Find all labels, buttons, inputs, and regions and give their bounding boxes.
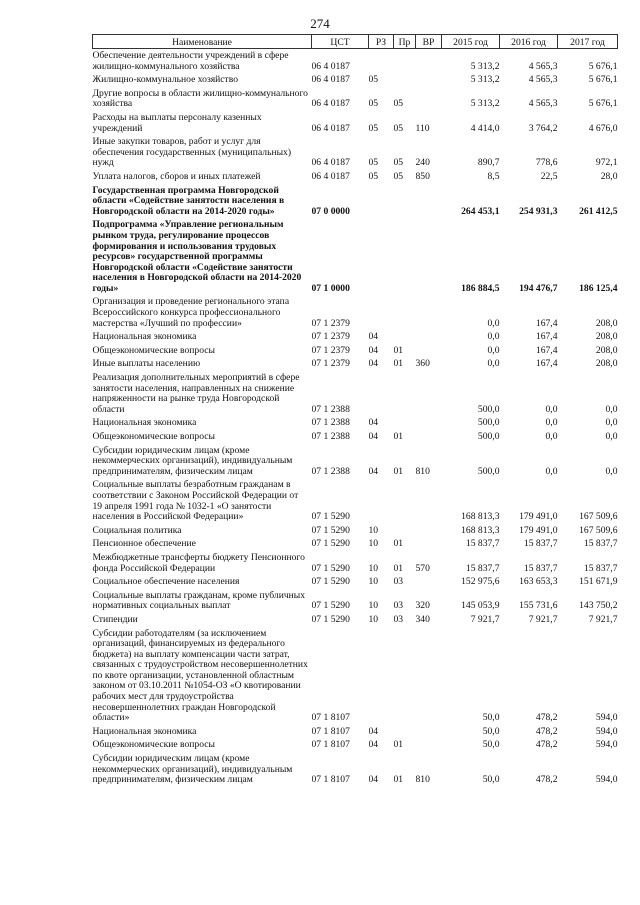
cell-name: Общеэкономические вопросы	[92, 344, 215, 356]
cell-name: Национальная экономика	[92, 417, 197, 429]
cell-2016: 194 476,7	[519, 282, 558, 294]
cell-pr	[394, 330, 416, 344]
cell-rz: 10	[368, 524, 379, 536]
table-row	[93, 575, 618, 589]
cell-cst: 07 1 2388	[311, 431, 350, 442]
cell-2015: 50,0	[482, 739, 500, 751]
table-row	[93, 416, 618, 430]
table-header	[93, 35, 618, 49]
cell-rz: 04	[368, 431, 379, 442]
cell-vr	[416, 627, 442, 725]
header-vr: ВР	[416, 35, 442, 49]
cell-name: Субсидии юридическим лицам (кроме некоммерческих организаций), индивидуальным предпринимателям, физическим лицам	[92, 444, 293, 477]
table-row	[93, 344, 618, 358]
cell-2016: 167,4	[535, 331, 558, 343]
cell-2017: 0,0	[605, 417, 618, 429]
cell-2017: 594,0	[595, 712, 618, 724]
cell-rz: 05	[368, 98, 379, 110]
table-row	[93, 613, 618, 627]
budget-table	[92, 34, 618, 787]
cell-vr: 850	[415, 170, 430, 182]
cell-2016: 0,0	[545, 417, 558, 429]
table-row	[93, 295, 618, 330]
cell-2017: 15 837,7	[583, 562, 618, 574]
cell-2015: 500,0	[477, 431, 500, 442]
cell-pr: 01	[393, 431, 404, 442]
cell-rz: 04	[368, 417, 379, 429]
cell-2017: 261 412,5	[579, 205, 618, 217]
cell-cst: 07 1 2379	[311, 317, 350, 329]
cell-pr	[394, 725, 416, 739]
table-row	[93, 73, 618, 87]
cell-name: Общеэкономические вопросы	[92, 739, 215, 751]
cell-2015: 5 313,2	[470, 60, 500, 72]
cell-rz: 10	[368, 562, 379, 574]
cell-rz: 10	[368, 613, 379, 625]
cell-2017: 7 921,7	[588, 613, 618, 625]
table-row	[93, 738, 618, 752]
cell-cst: 07 1 0000	[311, 282, 350, 294]
cell-pr	[394, 184, 416, 219]
cell-cst: 07 1 5290	[311, 511, 350, 523]
cell-name: Жилищно-коммунальное хозяйство	[92, 74, 239, 86]
cell-name: Социальное обеспечение населения	[92, 576, 240, 588]
cell-2015: 50,0	[482, 774, 500, 786]
cell-pr: 01	[393, 358, 404, 370]
header-2016: 2016 год	[500, 35, 558, 49]
cell-vr	[416, 575, 442, 589]
cell-cst: 07 0 0000	[311, 205, 350, 217]
cell-2015: 152 975,6	[461, 576, 500, 588]
cell-2016: 4 565,3	[528, 74, 558, 86]
cell-name: Субсидии работодателям (за исключением организаций, финансируемых из федерального бюджета) на выплату компенсации части затрат, связанных с трудоустройством несовершеннолетних по квоте организации, установленной областным законом от 03.10.2011 №1054-ОЗ «О квотировании рабочих мест для трудоустройства несовершеннолетних граждан Новгородской области»	[92, 627, 308, 724]
cell-2017: 143 750,2	[579, 600, 618, 612]
cell-2015: 8,5	[487, 170, 500, 182]
cell-pr: 05	[393, 98, 404, 110]
cell-vr	[416, 330, 442, 344]
table-row	[93, 589, 618, 613]
cell-name: Иные закупки товаров, работ и услуг для обеспечения государственных (муниципальных) нужд	[92, 136, 292, 169]
cell-name: Стипендии	[92, 613, 138, 625]
cell-name: Организация и проведение регионального этапа Всероссийского конкурса профессионального мастерства «Лучший по профессии»	[92, 296, 290, 329]
cell-pr: 03	[393, 600, 404, 612]
cell-pr: 03	[393, 613, 404, 625]
cell-vr: 340	[415, 613, 430, 625]
table-row	[93, 371, 618, 416]
cell-name: Национальная экономика	[92, 331, 197, 343]
cell-vr	[416, 478, 442, 523]
cell-name: Общеэкономические вопросы	[92, 431, 215, 442]
cell-2017: 167 509,6	[579, 511, 618, 523]
cell-pr: 01	[393, 562, 404, 574]
cell-2016: 4 565,3	[528, 60, 558, 72]
cell-cst: 07 1 5290	[311, 576, 350, 588]
cell-name: Социальная политика	[92, 524, 182, 536]
cell-rz	[369, 218, 394, 295]
cell-rz: 04	[368, 739, 379, 751]
cell-cst: 07 1 5290	[311, 600, 350, 612]
cell-2017: 4 676,0	[588, 122, 618, 134]
cell-cst: 07 1 8107	[311, 774, 350, 786]
cell-2015: 50,0	[482, 725, 500, 737]
cell-pr	[394, 73, 416, 87]
table-row	[93, 218, 618, 295]
cell-pr: 05	[393, 122, 404, 134]
cell-2017: 594,0	[595, 725, 618, 737]
cell-2017: 594,0	[595, 774, 618, 786]
cell-cst: 07 1 5290	[311, 538, 350, 550]
cell-name: Обеспечение деятельности учреждений в сфере жилищно-коммунального хозяйства	[92, 50, 289, 72]
cell-pr	[394, 627, 416, 725]
cell-2016: 155 731,6	[519, 600, 558, 612]
cell-2015: 5 313,2	[470, 74, 500, 86]
cell-2015: 168 813,3	[461, 511, 500, 523]
cell-2016: 4 565,3	[528, 98, 558, 110]
table-row	[93, 111, 618, 135]
cell-2015: 0,0	[487, 331, 500, 343]
cell-name: Национальная экономика	[92, 725, 197, 737]
cell-name: Пенсионное обеспечение	[92, 538, 196, 550]
cell-2015: 500,0	[477, 417, 500, 429]
cell-name: Реализация дополнительных мероприятий в сфере занятости населения, направленных на снижение напряженности на рынке труда Новгородской области	[92, 372, 300, 415]
page-number: 274	[310, 16, 330, 31]
cell-2016: 179 491,0	[519, 511, 558, 523]
cell-rz	[369, 478, 394, 523]
cell-pr	[394, 49, 416, 74]
cell-vr: 570	[415, 562, 430, 574]
table-row	[93, 170, 618, 184]
cell-vr	[416, 371, 442, 416]
cell-vr	[416, 218, 442, 295]
table-row	[93, 135, 618, 170]
cell-name: Уплата налогов, сборов и иных платежей	[92, 170, 261, 182]
cell-rz	[369, 49, 394, 74]
cell-vr: 320	[415, 600, 430, 612]
cell-2015: 15 837,7	[465, 538, 500, 550]
table-row	[93, 752, 618, 787]
cell-2016: 7 921,7	[528, 613, 558, 625]
cell-cst: 07 1 2388	[311, 465, 350, 477]
table-row	[93, 725, 618, 739]
cell-2015: 186 884,5	[461, 282, 500, 294]
cell-rz: 05	[368, 74, 379, 86]
cell-pr: 01	[393, 465, 404, 477]
cell-name: Социальные выплаты гражданам, кроме публичных нормативных социальных выплат	[92, 589, 306, 612]
cell-2015: 15 837,7	[465, 562, 500, 574]
cell-2015: 145 053,9	[461, 600, 500, 612]
cell-pr: 03	[393, 576, 404, 588]
cell-2016: 15 837,7	[523, 562, 558, 574]
cell-vr	[416, 73, 442, 87]
cell-rz	[369, 627, 394, 725]
cell-rz	[369, 295, 394, 330]
cell-rz: 10	[368, 600, 379, 612]
cell-name: Социальные выплаты безработным гражданам в соответствии с Законом Российской Федерации от 19 апреля 1991 года № 1032-1 «О занятости населения в Российской Федерации»	[92, 479, 299, 523]
cell-2015: 0,0	[487, 344, 500, 356]
cell-2015: 50,0	[482, 712, 500, 724]
cell-2016: 3 764,2	[528, 122, 558, 134]
cell-2015: 500,0	[477, 465, 500, 477]
cell-2017: 5 676,1	[588, 74, 618, 86]
cell-2017: 208,0	[595, 344, 618, 356]
cell-2017: 594,0	[595, 739, 618, 751]
cell-cst: 07 1 8107	[311, 725, 350, 737]
cell-cst: 07 1 8107	[311, 712, 350, 724]
header-cst: ЦСТ	[312, 35, 369, 49]
cell-vr: 110	[415, 122, 430, 134]
cell-vr: 360	[415, 358, 430, 370]
cell-pr: 01	[393, 739, 404, 751]
cell-cst: 06 4 0187	[311, 60, 350, 72]
cell-rz	[369, 371, 394, 416]
table-row	[93, 444, 618, 479]
cell-rz	[369, 184, 394, 219]
cell-vr	[416, 49, 442, 74]
cell-pr	[394, 478, 416, 523]
cell-vr: 810	[415, 465, 430, 477]
cell-2016: 0,0	[545, 465, 558, 477]
cell-2017: 0,0	[605, 465, 618, 477]
cell-cst: 07 1 2388	[311, 403, 350, 415]
cell-cst: 07 1 5290	[311, 613, 350, 625]
table-row	[93, 49, 618, 74]
cell-pr	[394, 218, 416, 295]
cell-2016: 254 931,3	[519, 205, 558, 217]
cell-2015: 890,7	[477, 157, 500, 169]
cell-vr: 240	[415, 157, 430, 169]
table-row	[93, 537, 618, 551]
cell-2016: 15 837,7	[523, 538, 558, 550]
cell-2016: 478,2	[535, 725, 558, 737]
cell-cst: 06 4 0187	[311, 170, 350, 182]
cell-name: Субсидии юридическим лицам (кроме некоммерческих организаций), индивидуальным предпринимателям, физическим лицам	[92, 753, 293, 786]
cell-2017: 5 676,1	[588, 60, 618, 72]
cell-2015: 0,0	[487, 317, 500, 329]
cell-cst: 06 4 0187	[311, 122, 350, 134]
cell-2016: 22,5	[540, 170, 558, 182]
cell-vr: 810	[415, 774, 430, 786]
cell-2017: 167 509,6	[579, 524, 618, 536]
cell-name: Другие вопросы в области жилищно-коммунального хозяйства	[92, 87, 308, 110]
table-row	[93, 430, 618, 444]
cell-2016: 0,0	[545, 431, 558, 442]
cell-2017: 0,0	[605, 403, 618, 415]
cell-2016: 167,4	[535, 358, 558, 370]
cell-rz: 10	[368, 576, 379, 588]
table-row	[93, 478, 618, 523]
table-row	[93, 87, 618, 111]
table-row	[93, 357, 618, 371]
cell-pr	[394, 416, 416, 430]
cell-2016: 0,0	[545, 403, 558, 415]
cell-name: Расходы на выплаты персоналу казенных учреждений	[92, 111, 262, 134]
cell-vr	[416, 430, 442, 444]
cell-2015: 7 921,7	[470, 613, 500, 625]
cell-2017: 15 837,7	[583, 538, 618, 550]
cell-rz: 04	[368, 725, 379, 737]
cell-cst: 07 1 2379	[311, 344, 350, 356]
cell-pr: 01	[393, 538, 404, 550]
cell-cst: 06 4 0187	[311, 98, 350, 110]
cell-pr: 05	[393, 157, 404, 169]
cell-rz: 04	[368, 358, 379, 370]
table-row	[93, 184, 618, 219]
table-row	[93, 330, 618, 344]
header-pr: Пр	[394, 35, 416, 49]
cell-2017: 0,0	[605, 431, 618, 442]
cell-2016: 478,2	[535, 774, 558, 786]
cell-rz: 04	[368, 344, 379, 356]
cell-2016: 167,4	[535, 344, 558, 356]
cell-2016: 478,2	[535, 739, 558, 751]
cell-2015: 4 414,0	[470, 122, 500, 134]
header-rz: РЗ	[369, 35, 394, 49]
cell-cst: 07 1 8107	[311, 739, 350, 751]
cell-name: Иные выплаты населению	[92, 358, 201, 370]
header-row	[93, 35, 618, 49]
cell-pr	[394, 524, 416, 538]
cell-pr: 01	[393, 344, 404, 356]
cell-name: Государственная программа Новгородской области «Содействие занятости населения в Новгородской области на 2014-2020 годы»	[92, 184, 285, 217]
cell-2017: 972,1	[595, 157, 618, 169]
cell-2015: 264 453,1	[461, 205, 500, 217]
cell-2016: 167,4	[535, 317, 558, 329]
cell-2015: 0,0	[487, 358, 500, 370]
cell-pr	[394, 371, 416, 416]
cell-rz: 05	[368, 122, 379, 134]
cell-rz: 04	[368, 465, 379, 477]
cell-cst: 07 1 2379	[311, 358, 350, 370]
cell-vr	[416, 295, 442, 330]
table-body	[93, 49, 618, 787]
cell-rz: 04	[368, 774, 379, 786]
cell-rz: 05	[368, 170, 379, 182]
cell-rz: 05	[368, 157, 379, 169]
cell-vr	[416, 184, 442, 219]
cell-cst: 06 4 0187	[311, 157, 350, 169]
cell-2017: 5 676,1	[588, 98, 618, 110]
header-2015: 2015 год	[442, 35, 500, 49]
cell-name: Подпрограмма «Управление региональным рынком труда, регулирование процессов формирования и использования трудовых ресурсов» государственной программы Новгородской области «Содействие занятости населения в Новгородской области на 2014-2020 годы»	[92, 219, 302, 294]
cell-2016: 163 653,3	[519, 576, 558, 588]
table-row	[93, 551, 618, 575]
cell-vr	[416, 725, 442, 739]
cell-cst: 06 4 0187	[311, 74, 350, 86]
cell-pr: 01	[393, 774, 404, 786]
cell-2016: 478,2	[535, 712, 558, 724]
cell-rz: 10	[368, 538, 379, 550]
cell-2017: 208,0	[595, 317, 618, 329]
cell-vr	[416, 416, 442, 430]
cell-vr	[416, 738, 442, 752]
cell-cst: 07 1 5290	[311, 562, 350, 574]
table-row	[93, 627, 618, 725]
table-row	[93, 524, 618, 538]
cell-2017: 208,0	[595, 358, 618, 370]
header-2017: 2017 год	[558, 35, 618, 49]
cell-2016: 778,6	[535, 157, 558, 169]
cell-vr	[416, 344, 442, 358]
cell-vr	[416, 537, 442, 551]
cell-vr	[416, 524, 442, 538]
cell-2017: 151 671,9	[579, 576, 618, 588]
cell-rz: 04	[368, 331, 379, 343]
cell-cst: 07 1 2388	[311, 417, 350, 429]
cell-cst: 07 1 5290	[311, 524, 350, 536]
cell-vr	[416, 87, 442, 111]
cell-2017: 186 125,4	[579, 282, 618, 294]
cell-2017: 208,0	[595, 331, 618, 343]
cell-2015: 5 313,2	[470, 98, 500, 110]
cell-pr: 05	[393, 170, 404, 182]
header-name: Наименование	[93, 35, 312, 49]
cell-name: Межбюджетные трансферты бюджету Пенсионного фонда Российской Федерации	[92, 551, 305, 574]
cell-2017: 28,0	[600, 170, 618, 182]
cell-cst: 07 1 2379	[311, 331, 350, 343]
cell-pr	[394, 295, 416, 330]
cell-2016: 179 491,0	[519, 524, 558, 536]
cell-2015: 168 813,3	[461, 524, 500, 536]
cell-2015: 500,0	[477, 403, 500, 415]
